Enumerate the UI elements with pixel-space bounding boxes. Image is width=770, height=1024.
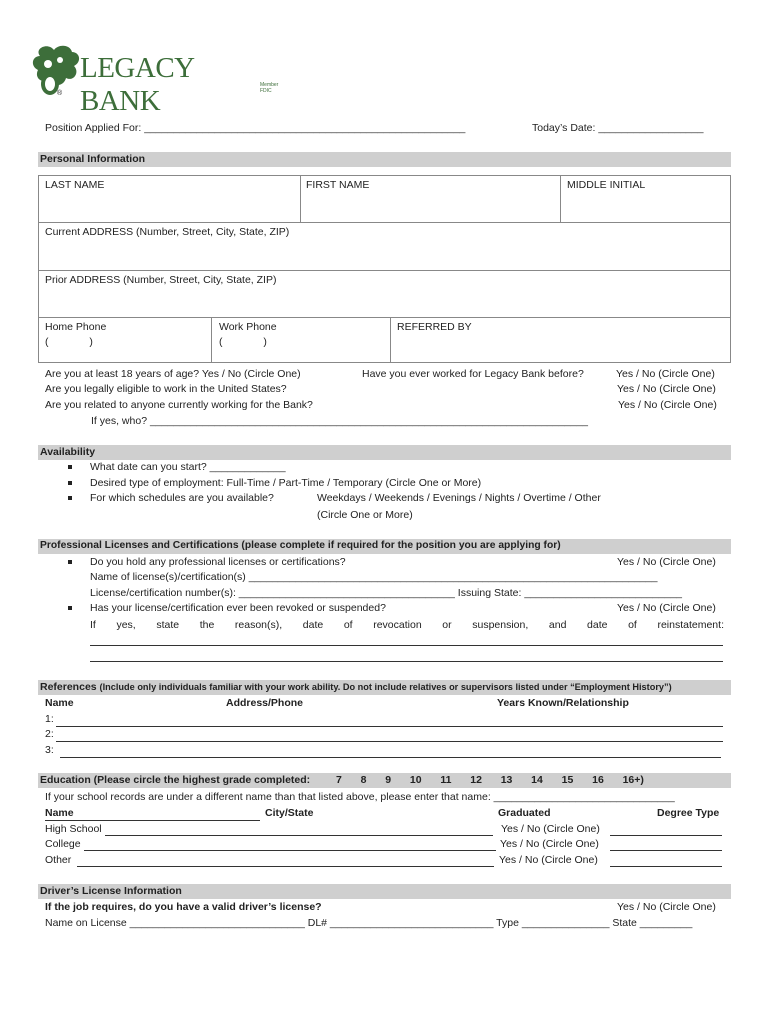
section-personal-information: [38, 152, 731, 167]
last-name-label: LAST NAME: [45, 179, 105, 191]
edu-line[interactable]: [105, 835, 493, 836]
question-valid-license: If the job requires, do you have a valid driver’s license?: [45, 901, 322, 913]
grade-option[interactable]: 14: [531, 774, 543, 786]
todays-date-field[interactable]: Today’s Date: __________________: [532, 122, 704, 134]
reference-row: 2:: [45, 728, 54, 740]
edu-row-answer[interactable]: Yes / No (Circle One): [501, 823, 600, 835]
section-title: Availability: [40, 446, 96, 458]
edu-line[interactable]: [84, 850, 496, 851]
home-phone-format: ( ): [45, 336, 93, 348]
word: If: [90, 619, 96, 631]
grade-option[interactable]: 7: [336, 774, 342, 786]
reference-row: 1:: [45, 713, 54, 725]
word: suspension,: [472, 619, 529, 631]
grade-option[interactable]: 13: [500, 774, 513, 786]
section-title: References: [40, 681, 97, 693]
section-title: Driver’s License Information: [40, 885, 182, 897]
grade-option[interactable]: 16+): [622, 774, 644, 786]
revocation-line[interactable]: [90, 661, 723, 662]
edu-row-label: College: [45, 838, 81, 850]
word: state: [156, 619, 180, 631]
edu-row-answer[interactable]: Yes / No (Circle One): [499, 854, 598, 866]
home-phone-label: Home Phone: [45, 321, 107, 333]
answer-eligible[interactable]: Yes / No (Circle One): [617, 383, 716, 395]
work-phone-label: Work Phone: [219, 321, 277, 333]
grade-option[interactable]: 9: [385, 774, 392, 786]
grade-option[interactable]: 8: [360, 774, 367, 786]
section-title-wrap: [40, 681, 672, 693]
word: of: [343, 619, 353, 631]
home-phone-field[interactable]: [38, 317, 212, 363]
employment-type-question[interactable]: Desired type of employment: Full-Time / Part-Time / Temporary (Circle One or More): [90, 477, 482, 489]
answer-worked-before[interactable]: Yes / No (Circle One): [616, 368, 715, 380]
col-header-city: City/State: [265, 807, 314, 819]
brand-name: LEGACY BANK: [80, 52, 194, 117]
acorn-leaf-icon: [30, 42, 82, 98]
col-header-name: Name: [45, 807, 74, 819]
word: and: [548, 619, 567, 631]
degree-line[interactable]: [610, 850, 722, 851]
section-title: Education (Please circle the highest grade completed:: [40, 774, 311, 786]
word: of: [628, 619, 637, 631]
prior-address-label: Prior ADDRESS (Number, Street, City, State, ZIP): [45, 274, 277, 286]
answer-valid-license[interactable]: Yes / No (Circle One): [617, 901, 716, 913]
schedules-options[interactable]: Weekdays / Weekends / Evenings / Nights / Overtime / Other: [317, 492, 601, 504]
reference-row: 3:: [45, 744, 54, 756]
current-address-field[interactable]: [38, 222, 731, 271]
section-title: Personal Information: [40, 153, 146, 165]
word: revocation: [373, 619, 422, 631]
col-header-address: Address/Phone: [226, 697, 304, 709]
referred-by-label: REFERRED BY: [397, 321, 472, 333]
name-underline: [45, 820, 260, 821]
first-name-label: FIRST NAME: [306, 179, 370, 191]
question-revoked: Has your license/certification ever been revoked or suspended?: [90, 602, 386, 614]
grade-option[interactable]: 16: [592, 774, 604, 786]
word: reason(s),: [234, 619, 283, 631]
bullet-icon: [68, 496, 72, 500]
col-header-graduated: Graduated: [498, 807, 551, 819]
middle-initial-label: MIDDLE INITIAL: [567, 179, 646, 191]
reference-line[interactable]: [56, 726, 723, 727]
revocation-instructions: [90, 619, 724, 631]
edu-row-answer[interactable]: Yes / No (Circle One): [500, 838, 599, 850]
word: or: [442, 619, 452, 631]
reference-line[interactable]: [60, 757, 721, 758]
first-name-field[interactable]: [300, 175, 561, 223]
col-header-degree: Degree Type: [657, 807, 720, 819]
schedules-question: For which schedules are you available?: [90, 492, 274, 504]
col-header-years: Years Known/Relationship: [497, 697, 629, 709]
bullet-icon: [68, 465, 72, 469]
edu-line[interactable]: [77, 866, 494, 867]
reference-line[interactable]: [56, 741, 723, 742]
member-fdic: Member FDIC: [260, 82, 279, 94]
position-applied-field[interactable]: Position Applied For: _______________________________________________________: [45, 122, 466, 134]
degree-line[interactable]: [610, 835, 722, 836]
word: the: [199, 619, 215, 631]
question-worked-before: Have you ever worked for Legacy Bank before?: [362, 368, 584, 380]
middle-initial-field[interactable]: [560, 175, 731, 223]
section-drivers-license: [38, 884, 731, 899]
question-eligible: Are you legally eligible to work in the United States?: [45, 383, 287, 395]
section-title-note: (Include only individuals familiar with your work ability. Do not include relatives or supervisors listed under “Employment History”): [99, 682, 672, 692]
grade-option[interactable]: 12: [470, 774, 482, 786]
bullet-icon: [68, 606, 72, 610]
bullet-icon: [68, 481, 72, 485]
section-references: [38, 680, 731, 695]
section-availability: [38, 445, 731, 460]
question-hold-license: Do you hold any professional licenses or certifications?: [90, 556, 346, 568]
answer-related[interactable]: Yes / No (Circle One): [618, 399, 717, 411]
answer-hold-license[interactable]: Yes / No (Circle One): [617, 556, 716, 568]
legacy-bank-logo: [30, 42, 280, 117]
question-related: Are you related to anyone currently working for the Bank?: [45, 399, 313, 411]
last-name-field[interactable]: [38, 175, 301, 223]
registered-mark: ®: [57, 90, 63, 97]
grade-option[interactable]: 15: [561, 774, 574, 786]
license-names-field[interactable]: Name of license(s)/certification(s) ______________________________________________________________________: [90, 571, 658, 583]
start-date-field[interactable]: What date can you start? _____________: [90, 461, 286, 473]
schedules-note: (Circle One or More): [317, 509, 413, 521]
bullet-icon: [68, 560, 72, 564]
current-address-label: Current ADDRESS (Number, Street, City, State, ZIP): [45, 226, 290, 238]
word: yes,: [116, 619, 136, 631]
school-records-name-field[interactable]: If your school records are under a different name than that listed above, please enter that name: _______________________________: [45, 791, 675, 803]
referred-by-field[interactable]: [390, 317, 731, 363]
section-licenses: [38, 539, 731, 554]
name-on-license-field[interactable]: Name on License ______________________________ DL# ____________________________ Type _______________ State _________: [45, 917, 693, 929]
word: date: [302, 619, 324, 631]
word: reinstatement:: [657, 619, 724, 631]
answer-revoked[interactable]: Yes / No (Circle One): [617, 602, 716, 614]
grade-option[interactable]: 11: [440, 774, 452, 786]
work-phone-field[interactable]: [211, 317, 391, 363]
grade-option[interactable]: 10: [409, 774, 422, 786]
edu-row-label: Other: [45, 854, 72, 866]
section-title: Professional Licenses and Certifications (please complete if required for the position you are applying for): [40, 540, 561, 551]
license-numbers-field[interactable]: License/certification number(s): _____________________________________ Issuing State: ___________________________: [90, 587, 682, 599]
question-age: Are you at least 18 years of age? Yes / No (Circle One): [45, 368, 301, 380]
work-phone-format: ( ): [219, 336, 267, 348]
prior-address-field[interactable]: [38, 270, 731, 318]
degree-line[interactable]: [610, 866, 722, 867]
col-header-name: Name: [45, 697, 74, 709]
edu-row-label: High School: [45, 823, 102, 835]
word: date: [587, 619, 608, 631]
revocation-line[interactable]: [90, 645, 723, 646]
if-yes-who-field[interactable]: If yes, who? ___________________________________________________________________________: [91, 415, 588, 427]
grade-list: [336, 774, 644, 786]
